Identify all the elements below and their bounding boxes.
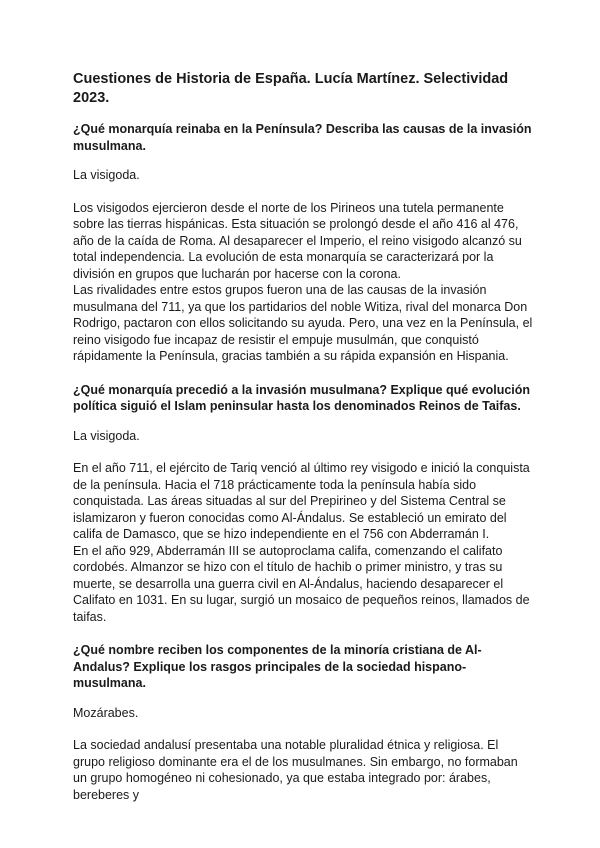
paragraph: La sociedad andalusí presentaba una notable pluralidad étnica y religiosa. El grupo religioso dominante era el de los musulmanes. Sin embargo, no formaban un grupo homogéneo ni cohesionado, ya que estaba integrado por: árabes, bereberes y xyxy=(73,738,518,802)
paragraph: Los visigodos ejercieron desde el norte de los Pirineos una tutela permanente sobre las tierras hispánicas. Esta situación se prolongó desde el año 416 al 476, año de la caída de Roma. Al desaparecer el Imperio, el reino visigodo alcanzó su total independencia. La evolución de esta monarquía se caracterizará por la división en grupos que lucharán por hacerse con la corona. xyxy=(73,200,522,281)
paragraph: En el año 929, Abderramán III se autoproclama califa, comenzando el califato cordobés. Almanzor se hizo con el título de hachib o primer ministro, y tras su muerte, se desarrolla una guerra civil en Al-Ándalus, haciendo desaparecer el Califato en 1031. En su lugar, surgió un mosaico de pequeños reinos, llamados de taifas. xyxy=(73,543,530,624)
section-1 xyxy=(73,121,533,365)
paragraph: Las rivalidades entre estos grupos fueron una de las causas de la invasión musulmana del 711, ya que los partidarios del noble Witiza, rival del monarca Don Rodrigo, pactaron con ellos solicitando su ayuda. Pero, una vez en la Península, el reino visigodo fue incapaz de resistir el empuje musulmán, que conquistó rápidamente la Península, gracias también a su rápida expansión en Hispania. xyxy=(73,283,533,363)
short-answer-3: Mozárabes. xyxy=(73,705,139,720)
document-title: Cuestiones de Historia de España. Lucía Martínez. Selectividad 2023. xyxy=(73,71,509,106)
short-answer-1: La visigoda. xyxy=(73,168,140,182)
short-answer-2: La visigoda. xyxy=(73,428,140,443)
section-3 xyxy=(73,642,533,803)
section-2 xyxy=(73,382,533,626)
question-3: ¿Qué nombre reciben los componentes de la minoría cristiana de Al-Andalus? Explique los rasgos principales de la sociedad hispano-musulmana. xyxy=(73,643,482,690)
question-1: ¿Qué monarquía reinaba en la Península? Describa las causas de la invasión musulmana. xyxy=(73,122,532,153)
document-page xyxy=(73,70,533,820)
paragraph: En el año 711, el ejército de Tariq venció al último rey visigodo e inició la conquista de la península. Hacia el 718 prácticamente toda la península había sido conquistada. Las áreas situadas al sur del Prepirineo y del Sistema Central se islamizaron y fueron conocidas como Al-Ándalus. Se estableció un emirato del califa de Damasco, que se hizo independiente en el 756 con Abderramán I. xyxy=(73,461,530,541)
question-2: ¿Qué monarquía precedió a la invasión musulmana? Explique qué evolución política siguió el Islam peninsular hasta los denominados Reinos de Taifas. xyxy=(73,382,531,413)
answer-body-2 xyxy=(73,460,533,625)
answer-body-3 xyxy=(73,737,533,803)
answer-body-1 xyxy=(73,200,533,365)
